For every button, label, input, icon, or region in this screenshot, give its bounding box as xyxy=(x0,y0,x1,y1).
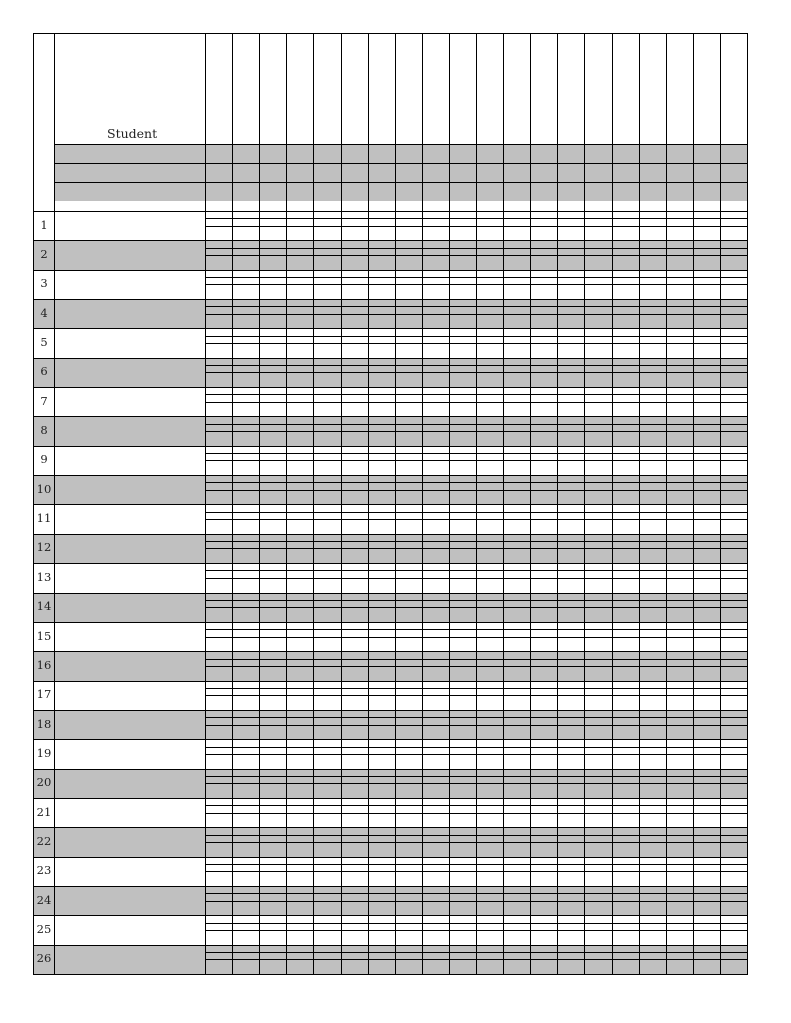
row-number: 25 xyxy=(36,921,52,936)
row-number: 7 xyxy=(40,393,48,408)
student-row-line xyxy=(34,974,747,975)
gradebook-sheet xyxy=(33,33,748,975)
student-name-cell[interactable] xyxy=(54,563,205,592)
row-number: 22 xyxy=(36,833,52,848)
grade-subline xyxy=(205,284,747,285)
row-number: 15 xyxy=(36,628,52,643)
header-row-line xyxy=(54,182,747,183)
student-name-cell[interactable] xyxy=(54,475,205,504)
row-number: 17 xyxy=(36,687,52,702)
grade-subline xyxy=(205,277,747,278)
grade-subline xyxy=(205,460,747,461)
grade-subline xyxy=(205,607,747,608)
row-number: 5 xyxy=(40,335,48,350)
row-number: 9 xyxy=(40,452,48,467)
student-name-cell[interactable] xyxy=(54,945,205,974)
student-name-cell[interactable] xyxy=(54,739,205,768)
grade-subline xyxy=(205,688,747,689)
row-number: 10 xyxy=(36,481,52,496)
student-name-cell[interactable] xyxy=(54,358,205,387)
grade-subline xyxy=(205,871,747,872)
grade-subline xyxy=(205,255,747,256)
grade-subline xyxy=(205,783,747,784)
grade-subline xyxy=(205,725,747,726)
student-name-cell[interactable] xyxy=(54,299,205,328)
row-number: 23 xyxy=(36,863,52,878)
student-name-cell[interactable] xyxy=(54,681,205,710)
student-name-cell[interactable] xyxy=(54,769,205,798)
row-number: 6 xyxy=(40,364,48,379)
grade-subline xyxy=(205,901,747,902)
row-number: 16 xyxy=(36,657,52,672)
grade-subline xyxy=(205,226,747,227)
student-name-cell[interactable] xyxy=(54,622,205,651)
grade-subline xyxy=(205,394,747,395)
grade-subline xyxy=(205,578,747,579)
student-name-cell[interactable] xyxy=(54,504,205,533)
grade-subline xyxy=(205,893,747,894)
grade-subline xyxy=(205,336,747,337)
grade-subline xyxy=(205,695,747,696)
grade-subline xyxy=(205,930,747,931)
header-row-line xyxy=(54,144,747,145)
header-shade xyxy=(54,144,747,201)
student-name-cell[interactable] xyxy=(54,534,205,563)
student-name-cell[interactable] xyxy=(54,270,205,299)
grade-subline xyxy=(205,717,747,718)
row-number: 21 xyxy=(36,804,52,819)
grade-subline xyxy=(205,482,747,483)
student-name-cell[interactable] xyxy=(54,328,205,357)
grade-subline xyxy=(205,666,747,667)
row-number: 20 xyxy=(36,775,52,790)
grade-subline xyxy=(205,372,747,373)
grade-subline xyxy=(205,813,747,814)
row-number: 26 xyxy=(36,951,52,966)
student-header-label: Student xyxy=(107,126,158,141)
student-name-cell[interactable] xyxy=(54,593,205,622)
grade-subline xyxy=(205,835,747,836)
assignment-column-divider xyxy=(747,34,748,974)
grade-subline xyxy=(205,659,747,660)
grade-subline xyxy=(205,747,747,748)
grade-subline xyxy=(205,923,747,924)
grade-subline xyxy=(205,365,747,366)
grade-subline xyxy=(205,512,747,513)
grade-subline xyxy=(205,548,747,549)
row-number: 14 xyxy=(36,599,52,614)
row-number: 11 xyxy=(36,511,52,526)
grade-subline xyxy=(205,864,747,865)
student-name-cell[interactable] xyxy=(54,416,205,445)
row-number: 1 xyxy=(40,217,48,232)
grade-subline xyxy=(205,952,747,953)
grade-subline xyxy=(205,754,747,755)
student-name-cell[interactable] xyxy=(54,915,205,944)
grade-subline xyxy=(205,314,747,315)
grade-subline xyxy=(205,453,747,454)
grade-subline xyxy=(205,519,747,520)
grade-subline xyxy=(205,570,747,571)
student-name-cell[interactable] xyxy=(54,827,205,856)
grade-subline xyxy=(205,629,747,630)
row-number: 19 xyxy=(36,745,52,760)
student-name-cell[interactable] xyxy=(54,857,205,886)
grade-subline xyxy=(205,431,747,432)
student-name-cell[interactable] xyxy=(54,240,205,269)
student-name-cell[interactable] xyxy=(54,886,205,915)
row-number: 8 xyxy=(40,423,48,438)
student-name-cell[interactable] xyxy=(54,798,205,827)
row-number: 4 xyxy=(40,305,48,320)
grade-subline xyxy=(205,600,747,601)
row-number: 24 xyxy=(36,892,52,907)
grade-subline xyxy=(205,306,747,307)
row-number: 3 xyxy=(40,276,48,291)
student-name-cell[interactable] xyxy=(54,211,205,240)
grade-subline xyxy=(205,343,747,344)
student-name-cell[interactable] xyxy=(54,446,205,475)
grade-subline xyxy=(205,248,747,249)
grade-subline xyxy=(205,490,747,491)
student-name-cell[interactable] xyxy=(54,651,205,680)
header-row-line xyxy=(54,163,747,164)
row-number: 2 xyxy=(40,247,48,262)
grade-subline xyxy=(205,959,747,960)
grade-subline xyxy=(205,541,747,542)
grade-subline xyxy=(205,776,747,777)
grade-subline xyxy=(205,218,747,219)
row-number: 13 xyxy=(36,569,52,584)
grade-subline xyxy=(205,637,747,638)
grade-subline xyxy=(205,805,747,806)
row-number: 12 xyxy=(36,540,52,555)
grade-subline xyxy=(205,842,747,843)
row-number: 18 xyxy=(36,716,52,731)
grade-subline xyxy=(205,402,747,403)
student-name-cell[interactable] xyxy=(54,710,205,739)
student-name-cell[interactable] xyxy=(54,387,205,416)
grade-subline xyxy=(205,424,747,425)
